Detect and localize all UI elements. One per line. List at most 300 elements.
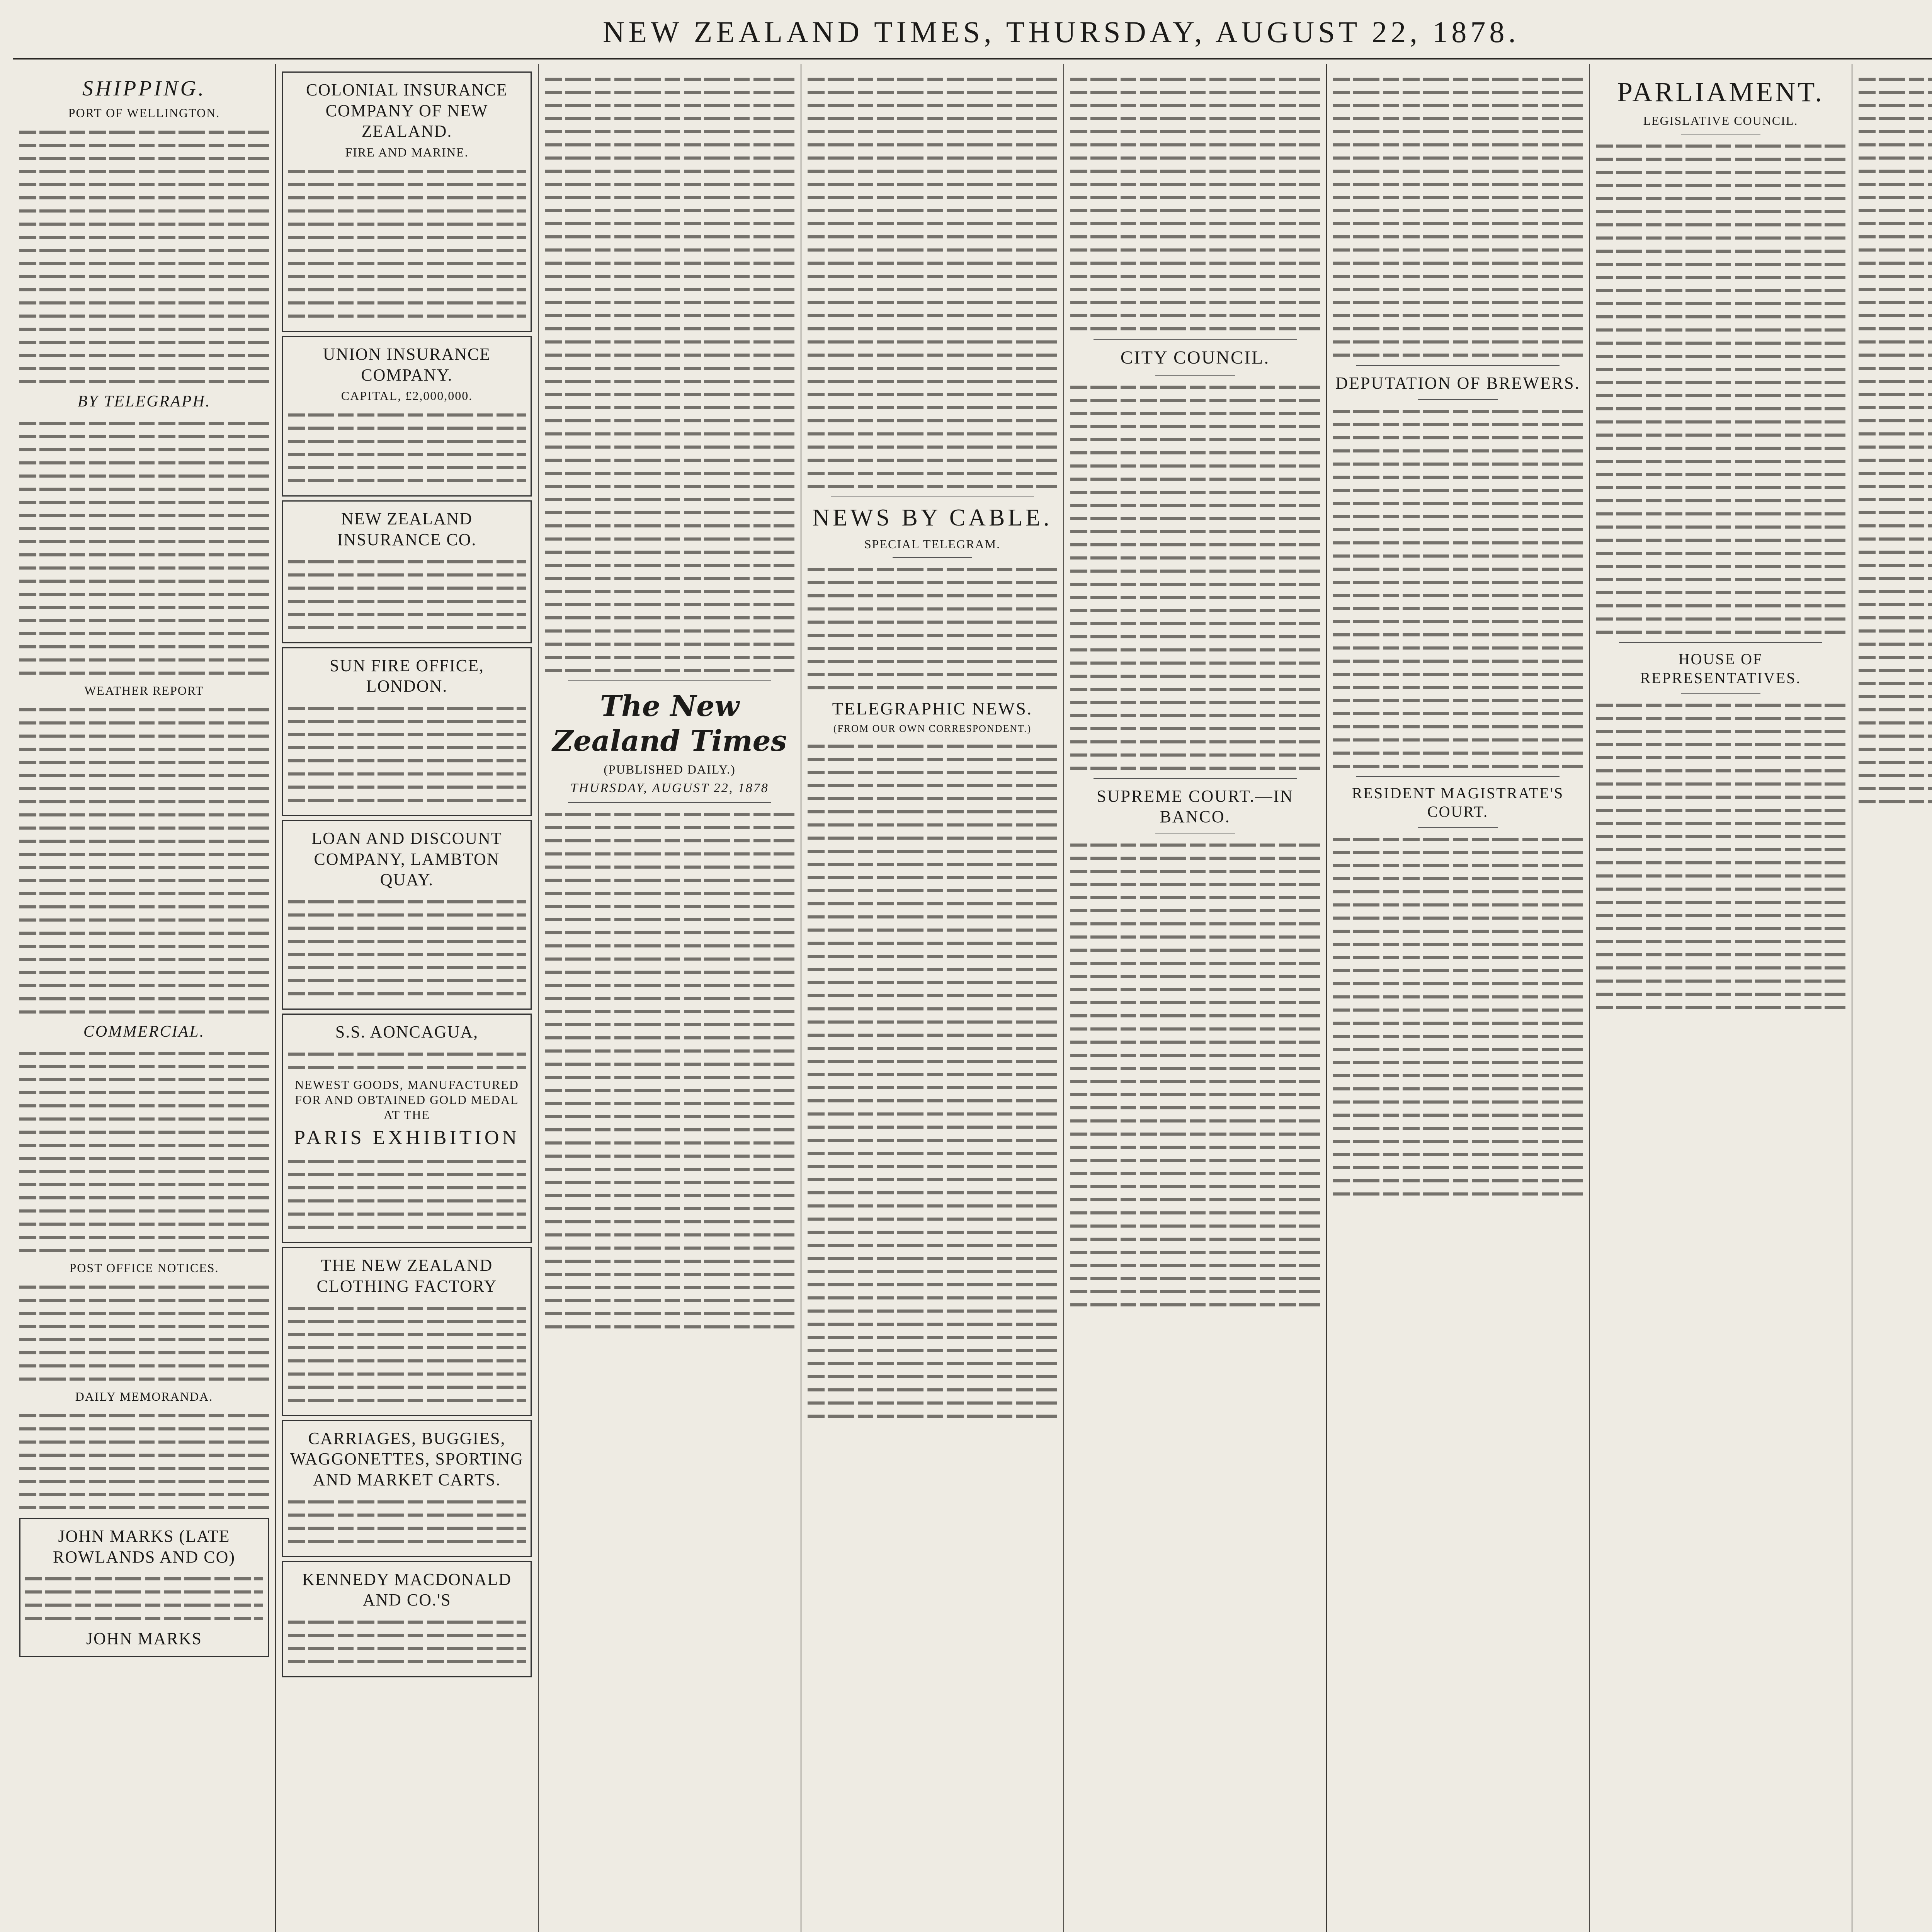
text-line xyxy=(1596,526,1845,529)
text-line xyxy=(808,1126,1057,1129)
text-line xyxy=(1333,130,1583,133)
loan-advert xyxy=(282,820,532,1010)
sun-fire-title: SUN FIRE OFFICE, LONDON. xyxy=(330,656,484,696)
text-line xyxy=(808,771,1057,774)
text-line xyxy=(808,446,1057,449)
text-line xyxy=(19,853,269,856)
text-line xyxy=(808,1007,1057,1010)
jeweller-advert xyxy=(19,1518,269,1657)
carriages-advert xyxy=(282,1420,532,1557)
resident-magistrate-heading: RESIDENT MAGISTRATE'S COURT. xyxy=(1352,784,1564,821)
text-line xyxy=(1333,890,1583,893)
text-line xyxy=(19,170,269,173)
text-line xyxy=(19,1236,269,1239)
text-line xyxy=(808,1349,1057,1352)
text-line xyxy=(808,1047,1057,1050)
text-line xyxy=(25,1617,263,1620)
text-line xyxy=(19,1467,269,1470)
text-line xyxy=(1596,447,1845,450)
text-line xyxy=(808,634,1057,637)
text-line xyxy=(288,1053,526,1056)
supreme-court-heading: SUPREME COURT.—IN BANCO. xyxy=(1097,786,1294,827)
column-8 xyxy=(1852,64,1932,1932)
text-line xyxy=(545,997,794,1000)
text-line xyxy=(288,301,526,304)
text-line xyxy=(1333,1166,1583,1169)
text-line xyxy=(1596,539,1845,542)
text-line xyxy=(1333,943,1583,946)
text-line xyxy=(1859,472,1932,475)
text-line xyxy=(288,1066,526,1069)
text-line xyxy=(545,616,794,619)
text-line xyxy=(19,448,269,451)
text-line xyxy=(19,632,269,635)
text-line xyxy=(545,1299,794,1302)
text-line xyxy=(19,1378,269,1381)
text-line xyxy=(545,472,794,475)
text-line xyxy=(1070,412,1320,415)
text-line xyxy=(545,104,794,107)
text-line xyxy=(19,1351,269,1354)
text-line xyxy=(288,799,526,802)
text-line xyxy=(808,301,1057,304)
text-line xyxy=(1070,1014,1320,1017)
text-line xyxy=(545,485,794,488)
text-line xyxy=(545,826,794,829)
text-line xyxy=(808,1375,1057,1378)
text-line xyxy=(1596,552,1845,555)
text-line xyxy=(545,406,794,409)
text-line xyxy=(808,327,1057,330)
text-line xyxy=(1070,1238,1320,1241)
text-line xyxy=(288,275,526,278)
text-line xyxy=(19,997,269,1000)
text-line xyxy=(808,248,1057,252)
text-line xyxy=(1859,787,1932,790)
text-line xyxy=(545,537,794,541)
text-line xyxy=(19,580,269,583)
text-line xyxy=(1859,406,1932,409)
text-line xyxy=(1859,485,1932,488)
text-line xyxy=(808,647,1057,650)
kennedy-advert xyxy=(282,1561,532,1677)
text-line xyxy=(25,1577,263,1580)
text-line xyxy=(19,1170,269,1173)
paper-title: The New Zealand Times xyxy=(552,690,787,758)
text-line xyxy=(1070,570,1320,573)
text-line xyxy=(808,104,1057,107)
text-line xyxy=(288,209,526,213)
text-line xyxy=(19,932,269,935)
text-line xyxy=(808,1034,1057,1037)
text-line xyxy=(288,1320,526,1323)
text-line xyxy=(19,566,269,570)
text-line xyxy=(1333,502,1583,505)
text-line xyxy=(288,1173,526,1176)
text-line xyxy=(808,810,1057,813)
text-line xyxy=(19,840,269,843)
text-line xyxy=(288,746,526,749)
text-line xyxy=(19,1414,269,1417)
text-line xyxy=(1070,196,1320,199)
text-line xyxy=(19,800,269,803)
text-line xyxy=(808,1191,1057,1194)
text-line xyxy=(1333,1061,1583,1064)
text-line xyxy=(288,992,526,995)
text-line xyxy=(1596,717,1845,720)
masthead: NEW ZEALAND TIMES, THURSDAY, AUGUST 22, 1878. xyxy=(603,15,1520,49)
text-line xyxy=(19,514,269,517)
text-line xyxy=(288,466,526,469)
text-line xyxy=(1333,903,1583,906)
text-line xyxy=(808,1296,1057,1299)
text-line xyxy=(1596,782,1845,786)
clothing-factory-advert xyxy=(282,1247,532,1416)
text-line xyxy=(1596,578,1845,581)
text-line xyxy=(19,761,269,764)
text-line xyxy=(1070,975,1320,978)
text-line xyxy=(1333,673,1583,676)
text-line xyxy=(545,577,794,580)
weather-report-heading: WEATHER REPORT xyxy=(84,683,204,697)
text-line xyxy=(288,196,526,199)
text-line xyxy=(1859,196,1932,199)
text-line xyxy=(545,1102,794,1105)
text-line xyxy=(1070,438,1320,441)
text-line xyxy=(1596,302,1845,305)
text-line xyxy=(545,1010,794,1013)
text-line xyxy=(1596,289,1845,292)
text-line xyxy=(1596,158,1845,161)
text-line xyxy=(1070,1185,1320,1188)
text-line xyxy=(1859,748,1932,751)
text-line xyxy=(19,262,269,265)
text-line xyxy=(288,223,526,226)
text-line xyxy=(808,1231,1057,1234)
aoncagua-title: S.S. AONCAGUA, xyxy=(335,1022,479,1042)
text-line xyxy=(545,1036,794,1039)
text-line xyxy=(1596,342,1845,345)
text-line xyxy=(1070,1133,1320,1136)
text-line xyxy=(1859,340,1932,344)
text-line xyxy=(545,1247,794,1250)
text-line xyxy=(545,156,794,160)
text-line xyxy=(1333,209,1583,212)
text-line xyxy=(545,1181,794,1184)
text-line xyxy=(808,472,1057,475)
text-line xyxy=(1333,607,1583,610)
text-line xyxy=(1859,301,1932,304)
text-line xyxy=(288,440,526,443)
union-insurance-capital: CAPITAL, £2,000,000. xyxy=(341,389,473,403)
text-line xyxy=(288,315,526,318)
text-line xyxy=(1333,982,1583,985)
text-line xyxy=(1333,275,1583,278)
text-line xyxy=(288,733,526,736)
text-line xyxy=(19,1338,269,1341)
text-line xyxy=(1596,473,1845,476)
text-line xyxy=(288,953,526,956)
text-line xyxy=(288,1160,526,1163)
issue-date: THURSDAY, AUGUST 22, 1878 xyxy=(570,781,769,795)
text-line xyxy=(19,1440,269,1444)
text-line xyxy=(1333,646,1583,650)
text-line xyxy=(19,958,269,961)
text-line xyxy=(808,196,1057,199)
own-correspondent-label: (FROM OUR OWN CORRESPONDENT.) xyxy=(833,723,1032,734)
text-line xyxy=(1596,460,1845,463)
text-line xyxy=(1596,236,1845,240)
text-line xyxy=(808,968,1057,971)
text-line xyxy=(545,629,794,633)
text-line xyxy=(19,209,269,213)
text-line xyxy=(1333,340,1583,344)
text-line xyxy=(19,1183,269,1186)
text-line xyxy=(808,994,1057,997)
text-line xyxy=(1859,419,1932,422)
text-line xyxy=(1596,420,1845,423)
text-line xyxy=(1333,1140,1583,1143)
goods-title: NEWEST GOODS, MANUFACTURED FOR AND OBTAINED GOLD MEDAL AT THE xyxy=(295,1077,519,1122)
text-line xyxy=(1070,530,1320,533)
text-line xyxy=(1333,156,1583,160)
text-line xyxy=(1859,275,1932,278)
text-line xyxy=(1859,511,1932,514)
text-line xyxy=(808,1152,1057,1155)
text-line xyxy=(1333,449,1583,452)
text-line xyxy=(1070,156,1320,160)
text-line xyxy=(545,905,794,908)
text-line xyxy=(1070,1146,1320,1149)
text-line xyxy=(1070,844,1320,847)
text-line xyxy=(288,1634,526,1637)
text-line xyxy=(545,1260,794,1263)
text-line xyxy=(1333,930,1583,933)
text-line xyxy=(808,850,1057,853)
text-line xyxy=(25,1590,263,1594)
text-line xyxy=(19,196,269,199)
text-line xyxy=(288,940,526,943)
text-line xyxy=(1859,156,1932,160)
text-line xyxy=(545,248,794,252)
text-line xyxy=(1333,222,1583,225)
text-line xyxy=(1859,603,1932,606)
text-line xyxy=(808,130,1057,133)
text-line xyxy=(1070,170,1320,173)
text-line xyxy=(545,957,794,961)
text-line xyxy=(1070,1290,1320,1293)
text-line xyxy=(545,459,794,462)
column-6 xyxy=(1327,64,1590,1932)
text-line xyxy=(19,1286,269,1289)
text-line xyxy=(1333,1022,1583,1025)
text-line xyxy=(808,393,1057,396)
text-line xyxy=(1596,512,1845,515)
text-line xyxy=(1070,1027,1320,1031)
text-line xyxy=(1070,675,1320,678)
text-line xyxy=(545,892,794,895)
text-line xyxy=(808,1310,1057,1313)
text-line xyxy=(545,170,794,173)
text-line xyxy=(808,1388,1057,1391)
text-line xyxy=(545,1273,794,1276)
text-line xyxy=(1333,1179,1583,1182)
text-line xyxy=(808,1073,1057,1076)
union-insurance-title: UNION INSURANCE COMPANY. xyxy=(323,345,491,384)
text-line xyxy=(545,117,794,120)
text-line xyxy=(545,1194,794,1197)
text-line xyxy=(288,560,526,563)
text-line xyxy=(1859,209,1932,212)
text-line xyxy=(288,427,526,430)
text-line xyxy=(288,1621,526,1624)
text-line xyxy=(545,1220,794,1223)
text-line xyxy=(1070,262,1320,265)
text-line xyxy=(288,587,526,590)
text-line xyxy=(808,485,1057,488)
text-line xyxy=(545,839,794,842)
text-line xyxy=(1596,980,1845,983)
text-line xyxy=(1070,275,1320,278)
text-line xyxy=(1596,848,1845,851)
text-line xyxy=(808,78,1057,81)
text-line xyxy=(1070,78,1320,81)
text-line xyxy=(1596,210,1845,213)
text-line xyxy=(808,784,1057,787)
text-line xyxy=(808,1323,1057,1326)
text-line xyxy=(1333,1114,1583,1117)
text-line xyxy=(1070,1172,1320,1175)
text-line xyxy=(1070,622,1320,625)
text-line xyxy=(19,1091,269,1094)
text-line xyxy=(1596,394,1845,397)
kennedy-title: KENNEDY MACDONALD AND CO.'S xyxy=(302,1570,512,1610)
text-line xyxy=(1070,1054,1320,1057)
text-line xyxy=(288,288,526,291)
text-line xyxy=(1070,117,1320,120)
text-line xyxy=(545,879,794,882)
text-line xyxy=(1333,183,1583,186)
text-line xyxy=(1070,314,1320,317)
text-line xyxy=(1859,367,1932,370)
text-line xyxy=(1070,556,1320,560)
text-line xyxy=(19,488,269,491)
text-line xyxy=(1070,727,1320,730)
text-line xyxy=(545,288,794,291)
text-line xyxy=(1333,699,1583,702)
text-line xyxy=(1070,1159,1320,1162)
text-line xyxy=(19,1493,269,1496)
text-line xyxy=(19,866,269,869)
text-line xyxy=(1070,883,1320,886)
text-line xyxy=(1859,735,1932,738)
text-line xyxy=(808,1415,1057,1418)
text-line xyxy=(1333,594,1583,597)
text-line xyxy=(1070,248,1320,252)
text-line xyxy=(1596,914,1845,917)
text-line xyxy=(288,1186,526,1189)
text-line xyxy=(1596,953,1845,956)
text-line xyxy=(1070,1264,1320,1267)
text-line xyxy=(288,613,526,616)
text-line xyxy=(1070,491,1320,494)
column-5 xyxy=(1064,64,1327,1932)
text-line xyxy=(808,837,1057,840)
text-line xyxy=(1333,1087,1583,1090)
text-line xyxy=(808,1112,1057,1116)
text-line xyxy=(545,984,794,987)
text-line xyxy=(808,823,1057,827)
text-line xyxy=(1070,386,1320,389)
text-line xyxy=(1859,222,1932,225)
text-line xyxy=(1859,656,1932,659)
text-line xyxy=(808,758,1057,761)
text-line xyxy=(1333,660,1583,663)
text-line xyxy=(545,551,794,554)
text-line xyxy=(1070,962,1320,965)
text-line xyxy=(19,945,269,948)
masthead-rule xyxy=(13,58,1932,60)
text-line xyxy=(1596,861,1845,864)
text-line xyxy=(1333,581,1583,584)
text-line xyxy=(288,236,526,239)
text-line xyxy=(545,130,794,133)
text-line xyxy=(1596,315,1845,318)
text-line xyxy=(808,117,1057,120)
text-line xyxy=(19,1157,269,1160)
text-line xyxy=(1859,432,1932,435)
text-line xyxy=(1859,800,1932,803)
text-line xyxy=(545,235,794,238)
text-line xyxy=(19,341,269,344)
text-line xyxy=(19,1052,269,1055)
text-line xyxy=(1070,1093,1320,1096)
text-line xyxy=(1070,425,1320,428)
text-line xyxy=(545,866,794,869)
text-line xyxy=(288,1514,526,1517)
text-line xyxy=(19,249,269,252)
text-line xyxy=(1596,993,1845,996)
colonial-insurance-title: COLONIAL INSURANCE COMPANY OF NEW ZEALAND. xyxy=(306,80,508,141)
text-line xyxy=(545,301,794,304)
text-line xyxy=(808,915,1057,918)
text-line xyxy=(1859,130,1932,133)
text-line xyxy=(1859,774,1932,777)
text-line xyxy=(808,1178,1057,1181)
text-line xyxy=(545,1155,794,1158)
text-line xyxy=(808,1165,1057,1168)
text-line xyxy=(19,593,269,596)
text-line xyxy=(19,1209,269,1213)
text-line xyxy=(1333,1192,1583,1196)
text-line xyxy=(808,902,1057,905)
text-line xyxy=(1333,528,1583,531)
text-line xyxy=(545,143,794,146)
text-line xyxy=(1070,635,1320,638)
text-line xyxy=(1859,577,1932,580)
text-line xyxy=(1070,504,1320,507)
text-line xyxy=(1070,596,1320,599)
text-line xyxy=(1333,489,1583,492)
text-line xyxy=(808,354,1057,357)
text-line xyxy=(1859,380,1932,383)
text-line xyxy=(19,1065,269,1068)
text-line xyxy=(1333,686,1583,689)
text-line xyxy=(1070,288,1320,291)
clothing-factory-title: THE NEW ZEALAND CLOTHING FACTORY xyxy=(316,1256,497,1296)
text-line xyxy=(808,235,1057,238)
text-line xyxy=(25,1604,263,1607)
